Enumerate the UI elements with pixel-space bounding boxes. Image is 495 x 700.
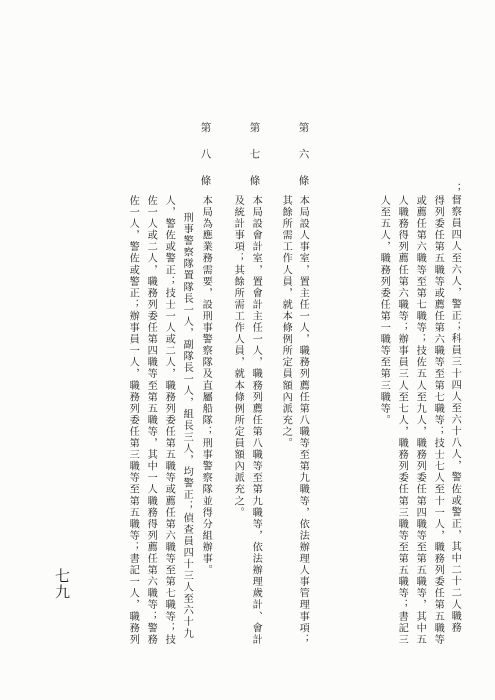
text-line: 佐一人或二人，職務列委任第四職等至第五職等，其中一人職務得列薦任第六職等；警務: [145, 195, 157, 646]
text-line: 佐一人，警佐或警正；辦事員一人，職務列委任第三職等至第五職等；書記一人，職務列: [127, 195, 139, 646]
text-line: 人，警佐或警正；技士一人或二人，職務列委任第五職等或薦任第六職等至第七職等；技: [163, 195, 175, 646]
article-8-label: 第八條: [199, 122, 212, 202]
text-line: 得列委任第五職等或薦任第六職等至第七職等；技士七人至十一人，職務列委任第五職等: [432, 195, 444, 646]
text-line: 或薦任第六職等至第七職等；技佐五人至九人，職務列委任第四職等至第五職等，其中五: [414, 195, 426, 646]
text-line: 其餘所需工作人員，就本條例所定員額內派充之。: [280, 195, 292, 450]
text-line: 本局為應業務需要，設刑事警察隊及直屬船隊；刑事警察隊並得分組辦事。: [200, 195, 212, 577]
text-line: 及統計事項；其餘所需工作人員，就本條例所定員額內派充之。: [232, 195, 244, 519]
text-line: 人職務得列薦任第六職等；辦事員三人至七人，職務列委任第三職等至第五職等；書記三: [396, 195, 408, 646]
text-line: 本局設人事室，置主任一人，職務列薦任第八職等至第九職等，依法辦理人事管理事項；: [297, 195, 309, 646]
article-6-label: 第六條: [297, 122, 310, 202]
article-7-label: 第七條: [248, 122, 261, 202]
text-line: 本局設會計室，置會計主任一人，職務列薦任第八職等至第九職等，依法辦理歲計、會計: [250, 195, 262, 646]
text-line: 刑事警察隊置隊長一人，副隊長一人，組長三人，均警正；偵查員四十三人至六十九: [181, 212, 193, 640]
page-number: 七九: [53, 568, 71, 600]
text-line: ；督察員四人至六人，警正；科員三十四人至六十八人，警佐或警正，其中二十二人職務: [449, 183, 461, 634]
text-line: 人至五人，職務列委任第一職等至第三職等。: [378, 195, 390, 426]
